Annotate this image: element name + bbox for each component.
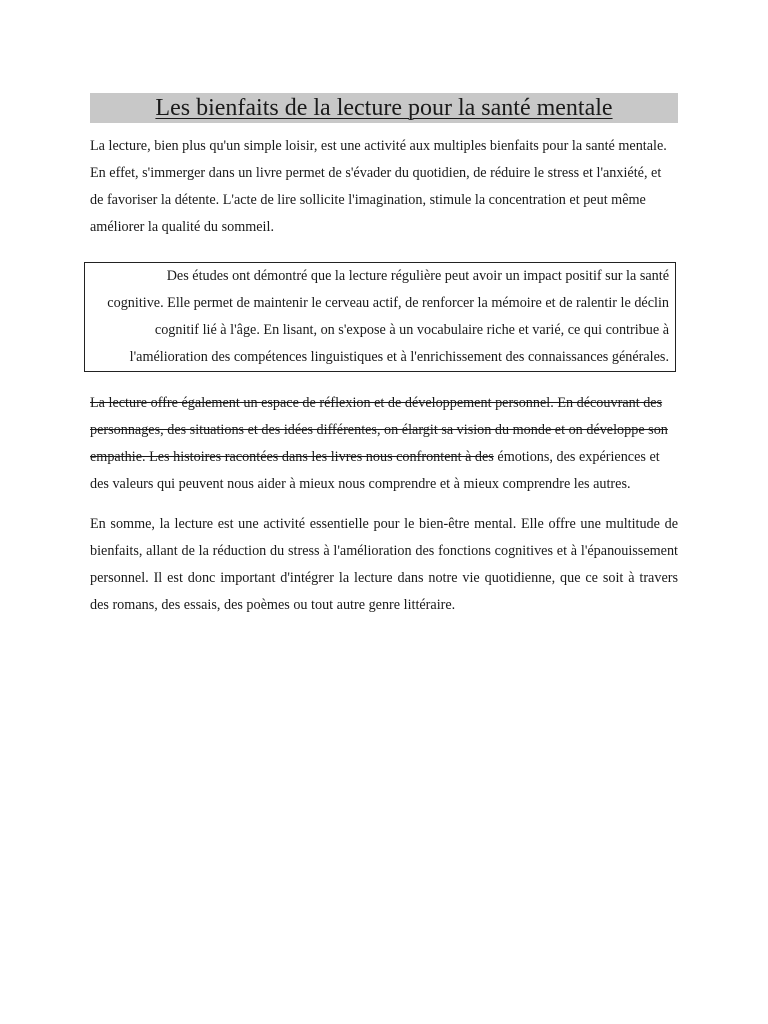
document-title: Les bienfaits de la lecture pour la santé mentale <box>155 95 613 121</box>
paragraph-reflection-rest: émotions, des expériences et des valeurs qui peuvent nous aider à mieux nous comprendre et à mieux comprendre les autres. <box>90 449 660 492</box>
title-bar <box>90 93 678 123</box>
struck-text: La lecture offre également un espace de réflexion et de développement personnel. En découvrant des personnages, des situations et des idées différentes, on élargit sa vision du monde et on développe son empathie. Les histoires racontées dans les livres nous confrontent à des <box>90 395 668 465</box>
document-page <box>90 93 678 619</box>
paragraph-intro: La lecture, bien plus qu'un simple loisir, est une activité aux multiples bienfaits pour la santé mentale. En effet, s'immerger dans un livre permet de s'évader du quotidien, de réduire le stress et l'anxiété, et de favoriser la détente. L'acte de lire sollicite l'imagination, stimule la concentration et peut même améliorer la qualité du sommeil. <box>90 138 667 235</box>
paragraph-conclusion: En somme, la lecture est une activité essentielle pour le bien-être mental. Elle offre une multitude de bienfaits, allant de la réduction du stress à l'amélioration des fonctions cognitives et à l'épanouissement personnel. Il est donc important d'intégrer la lecture dans notre vie quotidienne, que ce soit à travers des romans, des essais, des poèmes ou tout autre genre littéraire. <box>90 516 678 613</box>
paragraph-cognitive: Des études ont démontré que la lecture régulière peut avoir un impact positif sur la santé cognitive. Elle permet de maintenir le cerveau actif, de renforcer la mémoire et de ralentir le déclin cognitif lié à l'âge. En lisant, on s'expose à un vocabulaire riche et varié, ce qui contribue à l'amélioration des compétences linguistiques et à l'enrichissement des connaissances générales. <box>107 268 669 365</box>
paragraph-reflection <box>90 390 678 498</box>
bordered-paragraph-box <box>84 262 676 372</box>
